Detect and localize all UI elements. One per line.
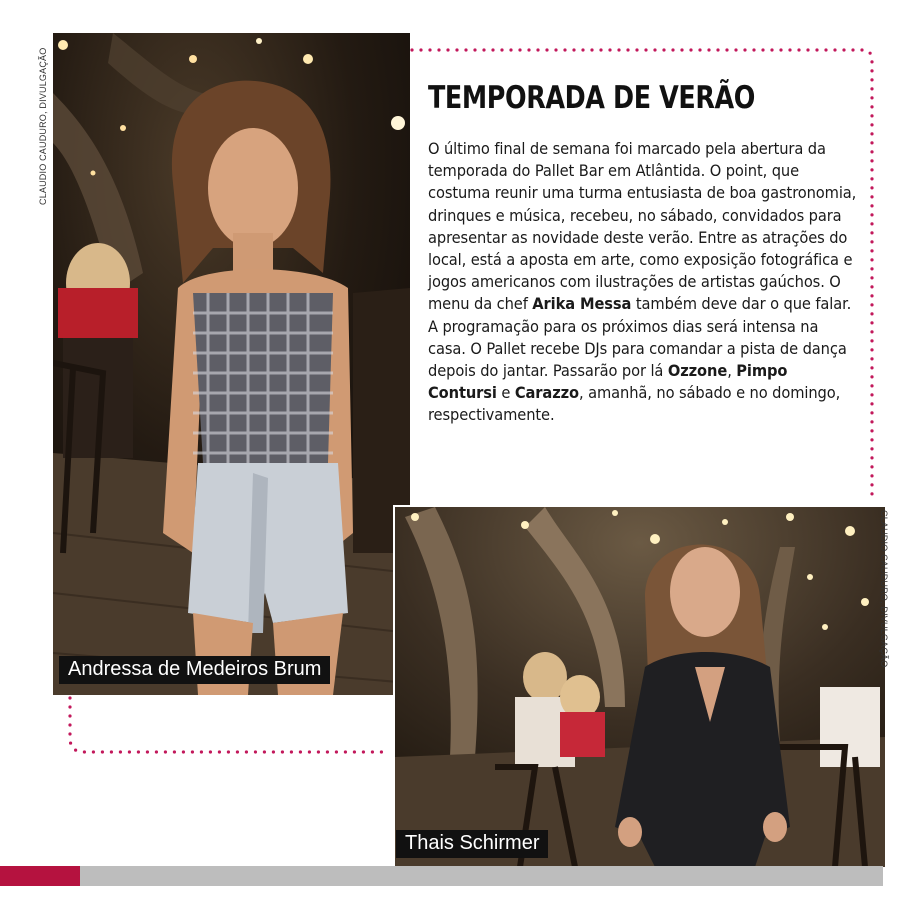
- footer-accent-bar: [0, 866, 80, 886]
- body-text-part: também deve dar o que falar. A programação para os próximos dias será intensa na casa. O Pallet recebe DJs para comandar a pista de dança depois do jantar. Passarão por lá: [428, 294, 852, 381]
- body-text-part: e: [496, 383, 515, 403]
- body-text-part: O último final de semana foi marcado pela abertura da temporada do Pallet Bar em Atlântida. O point, que costuma reunir uma turma entusiasta de boa gastronomia, drinques e música, recebeu, no sábado, convidados para apresentar as novidade deste verão. Entre as atrações do local, está a aposta em arte, como exposição fotográfica e jogos americanos com ilustrações de artistas gaúchos. O menu da chef: [428, 139, 857, 314]
- photo-caption-thais: Thais Schirmer: [396, 830, 548, 858]
- photo-credit-left: CLAUDIO CAUDURO, DIVULGAÇÃO: [38, 47, 48, 205]
- dj-name-pimpo: Pimpo Contursi: [428, 361, 788, 403]
- body-text-part: , amanhã, no sábado e no domingo, respectivamente.: [428, 383, 841, 425]
- chef-name: Arika Messa: [532, 294, 632, 314]
- photo-caption-andressa: Andressa de Medeiros Brum: [59, 656, 330, 684]
- footer-grey-bar: [80, 866, 883, 886]
- dj-name-carazzo: Carazzo: [514, 383, 580, 403]
- photo-thais: [393, 505, 887, 869]
- photo-andressa: [53, 33, 410, 695]
- dj-name-ozzone: Ozzone: [667, 361, 728, 381]
- article-headline: TEMPORADA DE VERÃO: [428, 80, 755, 116]
- body-text-part: ,: [727, 361, 737, 381]
- article-body: [428, 138, 858, 427]
- photo-credit-right: CLAUDIO CAUDURO, DIVULGAÇÃO: [879, 510, 889, 668]
